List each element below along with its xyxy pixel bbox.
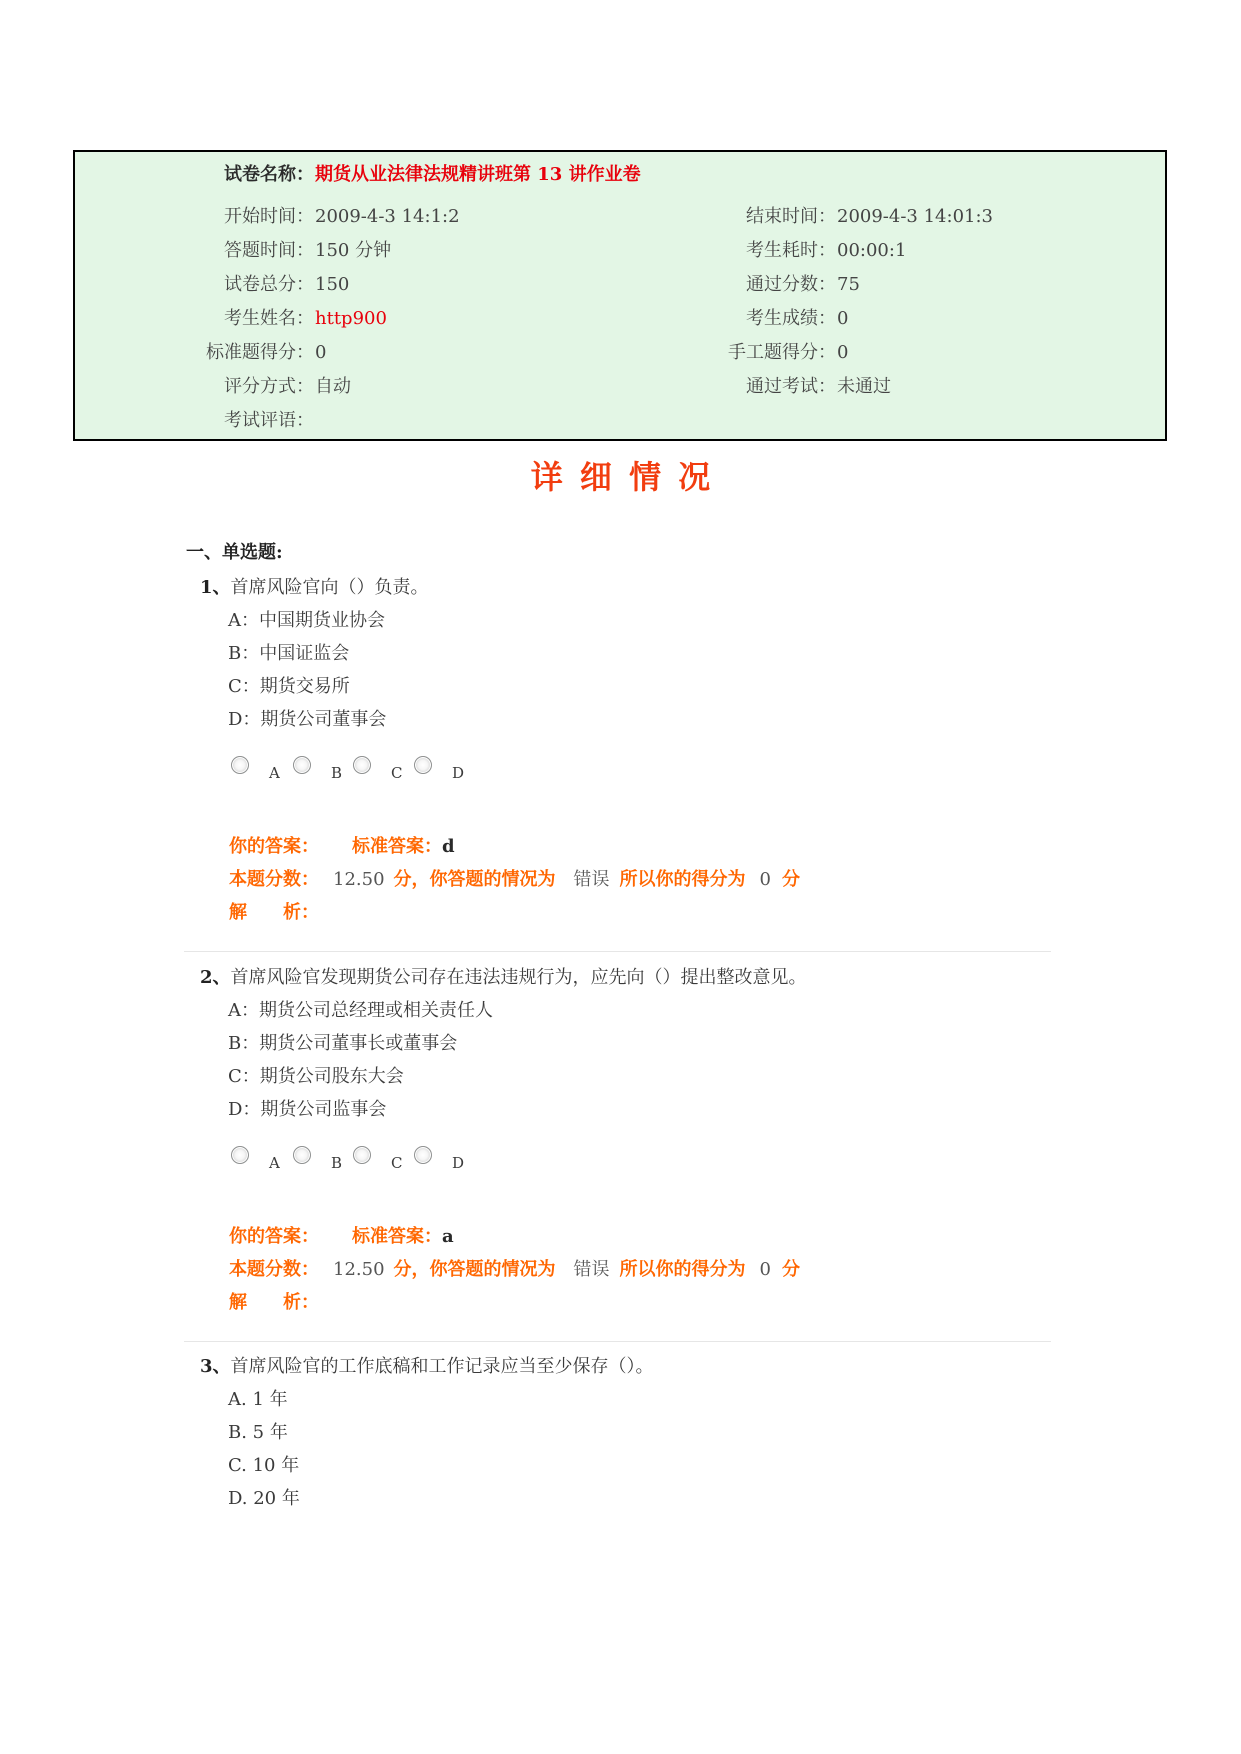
earned-score: 0 bbox=[759, 1259, 771, 1280]
section-title: 一、单选题: bbox=[186, 542, 283, 563]
score-value: 12.50 bbox=[333, 869, 385, 890]
exam-title: 期货从业法律法规精讲班第 13 讲作业卷 bbox=[315, 164, 641, 185]
answer-line bbox=[229, 1220, 1029, 1253]
earned-prefix: 所以你的得分为 bbox=[619, 1259, 746, 1280]
option-a: A：期货公司总经理或相关责任人 bbox=[228, 1000, 493, 1021]
your-answer-label: 你的答案： bbox=[229, 1226, 319, 1247]
earned-suffix: 分 bbox=[781, 869, 800, 890]
choice-letter-d: D bbox=[452, 764, 465, 782]
question-stem bbox=[200, 571, 1060, 604]
option-list bbox=[228, 1383, 1060, 1515]
choice-b bbox=[293, 1142, 353, 1172]
answer-result: 错误 bbox=[573, 869, 610, 890]
option-list bbox=[228, 994, 1060, 1126]
end-time-value: 2009-4-3 14:01:3 bbox=[837, 206, 993, 227]
question-2 bbox=[200, 961, 1060, 1346]
info-row-grading bbox=[75, 370, 1165, 404]
your-answer-label: 你的答案： bbox=[229, 836, 319, 857]
info-row-candidate bbox=[75, 302, 1165, 336]
pass-score-label: 通过分数： bbox=[746, 274, 836, 295]
analysis-line bbox=[229, 1286, 1029, 1319]
end-time-label: 结束时间： bbox=[746, 206, 836, 227]
pass-status-label: 通过考试： bbox=[746, 376, 836, 397]
info-row-duration bbox=[75, 234, 1165, 268]
total-score-label: 试卷总分： bbox=[224, 274, 314, 295]
standard-answer-label: 标准答案： bbox=[352, 1226, 442, 1247]
answer-result-block bbox=[229, 830, 1029, 929]
standard-answer-value: a bbox=[442, 1226, 454, 1247]
answer-result: 错误 bbox=[573, 1259, 610, 1280]
choice-letter-c: C bbox=[391, 764, 403, 782]
exam-info-panel bbox=[73, 150, 1167, 441]
choice-a bbox=[231, 752, 291, 782]
standard-answer-label: 标准答案： bbox=[352, 836, 442, 857]
answer-duration-label: 答题时间： bbox=[224, 240, 314, 261]
exam-title-label: 试卷名称： bbox=[224, 164, 314, 185]
option-b: B. 5 年 bbox=[228, 1422, 288, 1443]
option-list bbox=[228, 604, 1060, 736]
earned-prefix: 所以你的得分为 bbox=[619, 869, 746, 890]
choice-c bbox=[353, 752, 413, 782]
choice-c bbox=[353, 1142, 413, 1172]
score-label: 本题分数： bbox=[229, 869, 319, 890]
option-c: C. 10 年 bbox=[228, 1455, 300, 1476]
standard-question-score-label: 标准题得分： bbox=[206, 342, 314, 363]
radio-button-a[interactable] bbox=[231, 756, 249, 774]
option-b: B：期货公司董事长或董事会 bbox=[228, 1033, 458, 1054]
start-time-value: 2009-4-3 14:1:2 bbox=[315, 206, 460, 227]
option-a: A. 1 年 bbox=[228, 1389, 288, 1410]
manual-question-score-value: 0 bbox=[837, 342, 849, 363]
radio-button-d[interactable] bbox=[414, 1146, 432, 1164]
question-divider bbox=[184, 951, 1051, 952]
time-spent-label: 考生耗时： bbox=[746, 240, 836, 261]
question-3 bbox=[200, 1350, 1060, 1735]
radio-button-c[interactable] bbox=[353, 1146, 371, 1164]
pass-score-value: 75 bbox=[837, 274, 860, 295]
manual-question-score-label: 手工题得分： bbox=[728, 342, 836, 363]
analysis-label: 解 析： bbox=[229, 1292, 319, 1313]
info-row-scores bbox=[75, 268, 1165, 302]
answer-duration-value: 150 分钟 bbox=[315, 240, 392, 261]
question-text: 首席风险官的工作底稿和工作记录应当至少保存（）。 bbox=[230, 1356, 654, 1377]
candidate-name-label: 考生姓名： bbox=[224, 308, 314, 329]
choice-b bbox=[293, 752, 353, 782]
choice-letter-d: D bbox=[452, 1154, 465, 1172]
choice-letter-b: B bbox=[331, 1154, 343, 1172]
answer-line bbox=[229, 830, 1029, 863]
candidate-score-value: 0 bbox=[837, 308, 849, 329]
choice-d bbox=[414, 1142, 474, 1172]
radio-button-d[interactable] bbox=[414, 756, 432, 774]
choice-a bbox=[231, 1142, 291, 1172]
question-stem bbox=[200, 961, 1060, 994]
info-row-time bbox=[75, 200, 1165, 234]
score-label: 本题分数： bbox=[229, 1259, 319, 1280]
option-d: D：期货公司董事会 bbox=[228, 709, 387, 730]
answer-result-block bbox=[229, 1220, 1029, 1319]
score-suffix: 分，你答题的情况为 bbox=[393, 869, 556, 890]
answer-radio-group bbox=[231, 752, 491, 782]
candidate-score-label: 考生成绩： bbox=[746, 308, 836, 329]
choice-letter-a: A bbox=[269, 1154, 280, 1172]
question-number: 3、 bbox=[200, 1356, 231, 1377]
pass-status-value: 未通过 bbox=[837, 376, 891, 397]
question-number: 2、 bbox=[200, 967, 231, 988]
option-b: B：中国证监会 bbox=[228, 643, 350, 664]
choice-d bbox=[414, 752, 474, 782]
grading-method-value: 自动 bbox=[315, 376, 351, 397]
question-1 bbox=[200, 571, 1060, 956]
info-row-subscores bbox=[75, 336, 1165, 370]
exam-title-row bbox=[75, 158, 1165, 192]
exam-comment-label: 考试评语： bbox=[224, 410, 314, 431]
question-number: 1、 bbox=[200, 577, 231, 598]
start-time-label: 开始时间： bbox=[224, 206, 314, 227]
detail-heading: 详 细 情 况 bbox=[530, 458, 714, 496]
radio-button-c[interactable] bbox=[353, 756, 371, 774]
question-stem bbox=[200, 1350, 1060, 1383]
question-text: 首席风险官向（）负责。 bbox=[230, 577, 429, 598]
radio-button-b[interactable] bbox=[293, 756, 311, 774]
earned-score: 0 bbox=[759, 869, 771, 890]
radio-button-b[interactable] bbox=[293, 1146, 311, 1164]
radio-button-a[interactable] bbox=[231, 1146, 249, 1164]
earned-suffix: 分 bbox=[781, 1259, 800, 1280]
analysis-line bbox=[229, 896, 1029, 929]
standard-answer-value: d bbox=[442, 836, 455, 857]
choice-letter-c: C bbox=[391, 1154, 403, 1172]
answer-radio-group bbox=[231, 1142, 491, 1172]
choice-letter-a: A bbox=[269, 764, 280, 782]
option-a: A：中国期货业协会 bbox=[228, 610, 385, 631]
question-text: 首席风险官发现期货公司存在违法违规行为，应先向（）提出整改意见。 bbox=[230, 967, 807, 988]
info-row-comment bbox=[75, 404, 1165, 438]
option-c: C：期货交易所 bbox=[228, 676, 350, 697]
score-line bbox=[229, 1253, 1029, 1286]
standard-question-score-value: 0 bbox=[315, 342, 327, 363]
option-c: C：期货公司股东大会 bbox=[228, 1066, 404, 1087]
time-spent-value: 00:00:1 bbox=[837, 240, 907, 261]
score-value: 12.50 bbox=[333, 1259, 385, 1280]
score-line bbox=[229, 863, 1029, 896]
candidate-name-value: http900 bbox=[315, 308, 387, 329]
option-d: D：期货公司监事会 bbox=[228, 1099, 387, 1120]
score-suffix: 分，你答题的情况为 bbox=[393, 1259, 556, 1280]
total-score-value: 150 bbox=[315, 274, 350, 295]
analysis-label: 解 析： bbox=[229, 902, 319, 923]
choice-letter-b: B bbox=[331, 764, 343, 782]
grading-method-label: 评分方式： bbox=[224, 376, 314, 397]
option-d: D. 20 年 bbox=[228, 1488, 300, 1509]
question-divider bbox=[184, 1341, 1051, 1342]
